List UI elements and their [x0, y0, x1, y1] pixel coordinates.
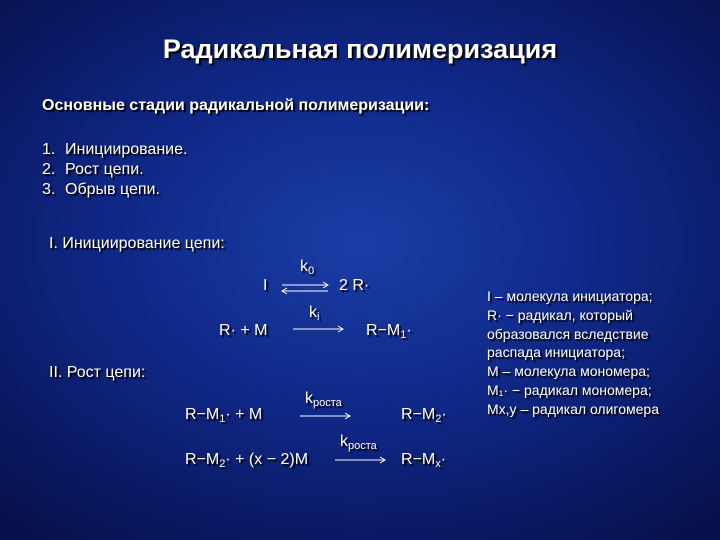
- stage-item: 1. Инициирование.: [42, 141, 188, 158]
- eq4-left: $R-M_2\cdot + (x - 2)M$: [185, 451, 309, 470]
- eq3-constant: $k_{роста}$: [305, 390, 342, 409]
- eq2-right: $R-M_1\cdot$: [366, 322, 412, 341]
- section2-heading: II. Рост цепи:: [49, 364, 146, 381]
- eq4-constant: $k_{роста}$: [340, 433, 377, 452]
- stage-item: 2. Рост цепи.: [42, 161, 144, 178]
- stages-list: [42, 140, 187, 200]
- eq1-left: I: [263, 277, 268, 294]
- legend-line: Mx,y – радикал олигомера: [487, 400, 659, 417]
- reaction-arrow: [293, 324, 345, 334]
- eq1-constant: $k_0$: [300, 258, 315, 277]
- slide-title: Радикальная полимеризация: [162, 34, 558, 64]
- subtitle: Основные стадии радикальной полимеризации:: [42, 97, 430, 114]
- equilibrium-arrow: [280, 281, 330, 295]
- reaction-arrow: [300, 411, 352, 421]
- eq3-right: $R-M_2\cdot$: [401, 406, 447, 425]
- eq2-left: R· + M: [219, 322, 268, 339]
- legend-line: I – молекула инициатора;: [487, 288, 653, 304]
- legend: [487, 287, 659, 419]
- legend-line: образовался вследствие: [487, 325, 649, 342]
- eq2-constant: $k_i$: [309, 304, 320, 323]
- stage-item: 3. Обрыв цепи.: [42, 181, 160, 198]
- legend-line: M₁· − радикал мономера;: [487, 381, 652, 398]
- legend-line: распада инициатора;: [487, 344, 625, 361]
- legend-line: M – молекула мономера;: [487, 363, 650, 380]
- section1-heading: I. Инициирование цепи:: [49, 235, 225, 252]
- eq1-right: 2 R·: [339, 277, 370, 294]
- legend-line: R· − радикал, который: [487, 306, 633, 323]
- reaction-arrow: [335, 455, 387, 465]
- eq4-right: $R-M_x\cdot$: [401, 451, 447, 470]
- eq3-left: $R-M_1\cdot + M$: [185, 406, 263, 425]
